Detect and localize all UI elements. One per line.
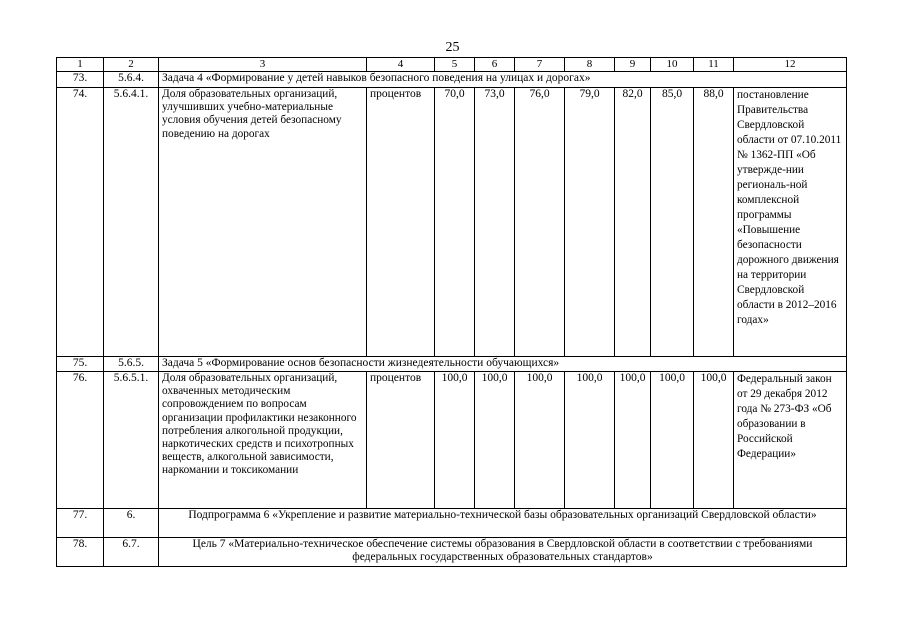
value-cell: 100,0 — [615, 372, 651, 509]
table-row — [57, 72, 847, 88]
indicators-table — [56, 57, 847, 567]
value-cell: 100,0 — [651, 372, 694, 509]
row-number: 78. — [57, 538, 104, 567]
row-number: 77. — [57, 509, 104, 538]
header-cell: 7 — [515, 58, 565, 72]
source-document: постановление Правительства Свердловской области от 07.10.2011 № 1362-ПП «Об утвержде-нии региональ-ной комплексной программы «Повышение безопасности дорожного движения на территории Свердловской области в 2012–2016 годах» — [734, 88, 847, 357]
value-cell: 73,0 — [475, 88, 515, 357]
task-title: Задача 5 «Формирование основ безопасности жизнедеятельности обучающихся» — [159, 357, 847, 372]
indicator-description: Доля образовательных организаций, улучшивших учебно-материальные условия обучения детей безопасному поведению на дорогах — [159, 88, 367, 357]
value-cell: 100,0 — [515, 372, 565, 509]
unit-cell: процентов — [367, 372, 435, 509]
indicator-description: Доля образовательных организаций, охваченных методическим сопровождением по вопросам организации профилактики незаконного потребления алкогольной продукции, наркотических средств и психотропных веществ, алкогольной зависимости, наркомании и токсикомании — [159, 372, 367, 509]
page-number: 25 — [445, 40, 460, 55]
value-cell: 85,0 — [651, 88, 694, 357]
row-number: 73. — [57, 72, 104, 88]
value-cell: 76,0 — [515, 88, 565, 357]
table-row — [57, 88, 847, 357]
value-cell: 88,0 — [694, 88, 734, 357]
row-number: 74. — [57, 88, 104, 357]
row-code: 6.7. — [104, 538, 159, 567]
row-code: 6. — [104, 509, 159, 538]
value-cell: 100,0 — [694, 372, 734, 509]
value-cell: 70,0 — [435, 88, 475, 357]
row-number: 76. — [57, 372, 104, 509]
header-cell: 8 — [565, 58, 615, 72]
value-cell: 79,0 — [565, 88, 615, 357]
row-number: 75. — [57, 357, 104, 372]
row-code: 5.6.4.1. — [104, 88, 159, 357]
goal-title: Цель 7 «Материально-техническое обеспечение системы образования в Свердловской области в соответствии с требованиями федеральных государственных образовательных стандартов» — [159, 538, 847, 567]
table-row — [57, 357, 847, 372]
table-header-row — [57, 58, 847, 72]
row-code: 5.6.4. — [104, 72, 159, 88]
table-row — [57, 372, 847, 509]
header-cell: 2 — [104, 58, 159, 72]
header-cell: 1 — [57, 58, 104, 72]
header-cell: 5 — [435, 58, 475, 72]
header-cell: 9 — [615, 58, 651, 72]
header-cell: 3 — [159, 58, 367, 72]
table-row — [57, 538, 847, 567]
task-title: Задача 4 «Формирование у детей навыков безопасного поведения на улицах и дорогах» — [159, 72, 847, 88]
value-cell: 100,0 — [565, 372, 615, 509]
source-document: Федеральный закон от 29 декабря 2012 года № 273-ФЗ «Об образовании в Российской Федерации» — [734, 372, 847, 509]
row-code: 5.6.5. — [104, 357, 159, 372]
value-cell: 100,0 — [475, 372, 515, 509]
header-cell: 4 — [367, 58, 435, 72]
unit-cell: процентов — [367, 88, 435, 357]
header-cell: 12 — [734, 58, 847, 72]
header-cell: 6 — [475, 58, 515, 72]
header-cell: 11 — [694, 58, 734, 72]
table-row — [57, 509, 847, 538]
value-cell: 100,0 — [435, 372, 475, 509]
header-cell: 10 — [651, 58, 694, 72]
row-code: 5.6.5.1. — [104, 372, 159, 509]
subprogram-title: Подпрограмма 6 «Укрепление и развитие материально-технической базы образовательных организаций Свердловской области» — [159, 509, 847, 538]
value-cell: 82,0 — [615, 88, 651, 357]
